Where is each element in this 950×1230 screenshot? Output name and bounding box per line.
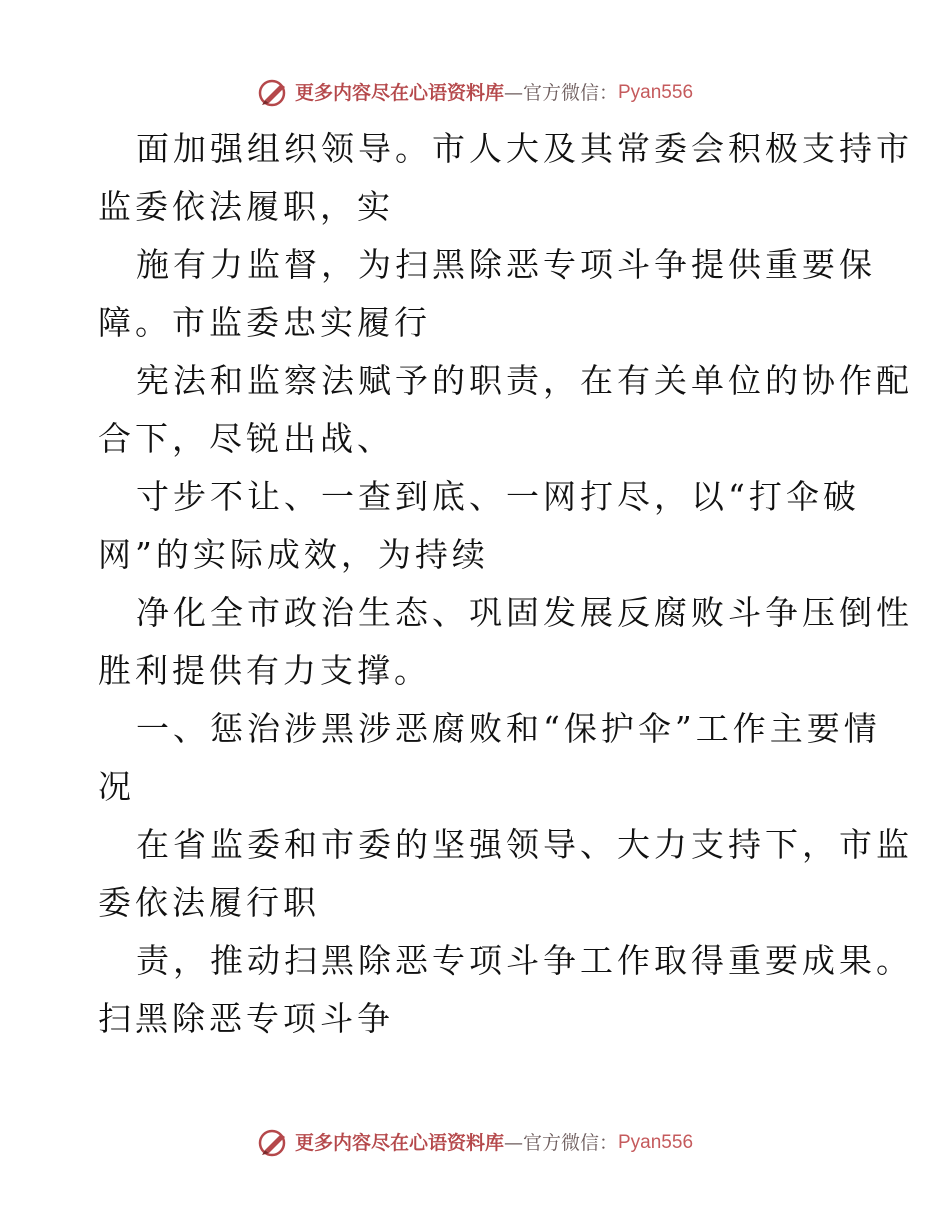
- watermark-sub-text: 官方微信：: [522, 1132, 618, 1154]
- paragraph-line: 面加强组织领导。市人大及其常委会积极支持市: [136, 129, 913, 168]
- paragraph-line: 合下，尽锐出战、: [98, 419, 394, 458]
- paragraph-line: 委依法履行职: [98, 883, 320, 922]
- section-heading-line: 况: [98, 767, 135, 806]
- header-watermark: [0, 78, 950, 108]
- footer-watermark: [0, 1128, 950, 1158]
- section-heading-line: 一、惩治涉黑涉恶腐败和“保护伞”工作主要情: [136, 709, 881, 748]
- watermark-id-text: Pyan556: [618, 1132, 694, 1153]
- paragraph-line: 宪法和监察法赋予的职责，在有关单位的协作配: [136, 361, 913, 400]
- paragraph-line: 扫黑除恶专项斗争: [98, 999, 394, 1038]
- paragraph-line: 责，推动扫黑除恶专项斗争工作取得重要成果。: [136, 941, 913, 980]
- paragraph-line: 在省监委和市委的坚强领导、大力支持下，市监: [136, 825, 913, 864]
- watermark-main-text: 更多内容尽在心语资料库: [294, 1132, 504, 1154]
- paragraph-line: 寸步不让、一查到底、一网打尽，以“打伞破: [136, 477, 860, 516]
- paragraph-line: 网”的实际成效，为持续: [98, 535, 489, 574]
- paragraph-line: 胜利提供有力支撑。: [98, 651, 431, 690]
- watermark-id-text: Pyan556: [618, 82, 694, 103]
- pen-logo-icon: [257, 1128, 291, 1158]
- pen-logo-icon: [257, 78, 291, 108]
- paragraph-line: 净化全市政治生态、巩固发展反腐败斗争压倒性: [136, 593, 913, 632]
- paragraph-line: 监委依法履职，实: [98, 187, 394, 226]
- paragraph-line: 障。市监委忠实履行: [98, 303, 431, 342]
- watermark-dash: —: [503, 82, 523, 104]
- paragraph-line: 施有力监督，为扫黑除恶专项斗争提供重要保: [136, 245, 876, 284]
- watermark-main-text: 更多内容尽在心语资料库: [294, 82, 504, 104]
- watermark-dash: —: [503, 1132, 523, 1154]
- document-body: [98, 120, 913, 1048]
- watermark-sub-text: 官方微信：: [522, 82, 618, 104]
